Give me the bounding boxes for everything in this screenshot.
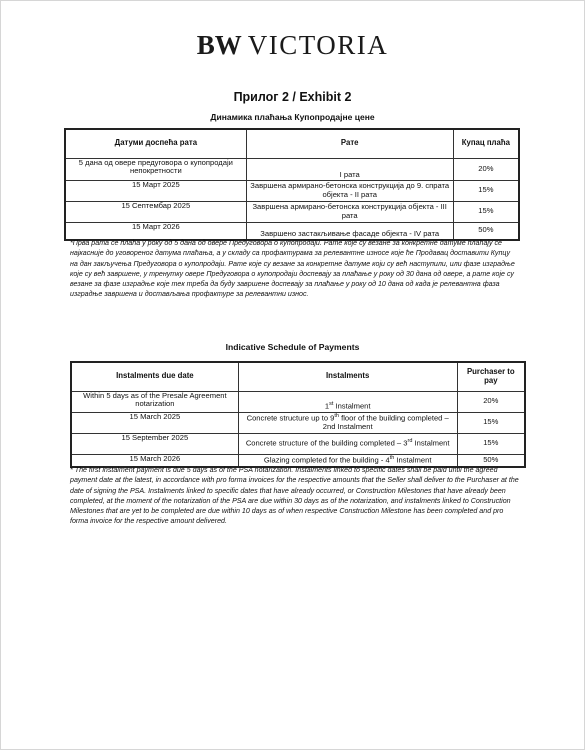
serbian-payment-table [64,128,520,241]
percentage-cell: 15% [453,201,519,222]
column-header-buyer-pays: Купац плаћа [453,129,519,158]
due-date-cell: 15 March 2026 [71,454,238,467]
percentage-cell: 50% [457,454,525,467]
column-header-due-date: Instalments due date [71,362,238,391]
instalment-cell: Concrete structure of the building completed – 3rd Instalment [238,433,457,454]
instalment-cell: Glazing completed for the building - 4th Instalment [238,454,457,467]
due-date-cell: 15 Март 2026 [65,222,246,240]
table-row [71,391,525,412]
due-date-cell: Within 5 days as of the Presale Agreement notarization [71,391,238,412]
percentage-cell: 20% [457,391,525,412]
table-row [65,180,519,201]
due-date-cell: 5 дана од овере предуговора о купопродаји непокретности [65,158,246,180]
brand-logo [0,30,585,61]
instalment-cell: 1st Instalment [238,391,457,412]
column-header-dates: Датуми доспећа рата [65,129,246,158]
serbian-schedule-heading: Динамика плаћања Купопродајне цене [210,112,375,122]
due-date-cell: 15 March 2025 [71,412,238,433]
due-date-cell: 15 Март 2025 [65,180,246,201]
table-row [65,201,519,222]
logo-text: VICTORIA [247,30,389,60]
instalment-cell: Завршена армирано-бетонска конструкција до 9. спрата објекта - II рата [246,180,453,201]
english-schedule-heading: Indicative Schedule of Payments [225,342,360,352]
percentage-cell: 15% [453,180,519,201]
table-row [71,412,525,433]
due-date-cell: 15 September 2025 [71,433,238,454]
percentage-cell: 15% [457,412,525,433]
column-header-instalments: Рате [246,129,453,158]
instalment-cell: Завршено застакљивање фасаде објекта - IV рата [246,222,453,240]
table-header-row [65,129,519,158]
exhibit-title: Прилог 2 / Exhibit 2 [233,90,352,104]
english-footnote: * The first instalment payment is due 5 days as of the PSA notarization. Instalments linked to specific dates shall be paid until the agreed payment date at the latest, in accordance with pro forma invoices for the respective amounts that the Seller shall deliver to the Purchaser at the date of signing the PSA. Instalments linked to specific dates that have already occurred, or Construction Milestones that have already been completed, at the moment of the notarization of the PSA are due within 30 days as of the notarization, and instalments linked to Construction Milestones that are yet to be completed are due within 10 days as of when respective Construction Milestone has been completed and pro forma invoice for the respective amount delivered. [70,466,519,526]
instalment-cell: I рата [246,158,453,180]
percentage-cell: 50% [453,222,519,240]
column-header-instalments: Instalments [238,362,457,391]
column-header-purchaser-to-pay: Purchaser to pay [457,362,525,391]
table-row [71,433,525,454]
serbian-footnote: *Прва рата се плаћа у року од 5 дана од овере Предуговора о купопродаји. Рате које су везане за конкретне датуме плаћају се најкасније до уговореног датума плаћања, а у складу са профактурама за релевантне износе које ће Продавац доставити Купцу на дан закључења Предуговора о купопродаји. Рате које су везане за конкретне датуме који су већ наступили, или фазе изградње које су већ завршене, у тренутку овере Предуговора о купопродаји доспевају за плаћање у року од 30 дана од овере, а рате које су везане за фазе изградње које тек треба да буду завршене доспевају за плаћање у року од 10 дана од када је релевантна фаза изградње завршена и достављања профактуре за релевантни износ. [70,239,515,299]
instalment-cell: Concrete structure up to 9th floor of the building completed – 2nd Instalment [238,412,457,433]
logo-mark: BW [196,30,242,60]
english-payment-table [70,361,526,468]
percentage-cell: 15% [457,433,525,454]
table-header-row [71,362,525,391]
due-date-cell: 15 Септембар 2025 [65,201,246,222]
percentage-cell: 20% [453,158,519,180]
table-row [65,158,519,180]
instalment-cell: Завршена армирано-бетонска конструкција објекта - III рата [246,201,453,222]
